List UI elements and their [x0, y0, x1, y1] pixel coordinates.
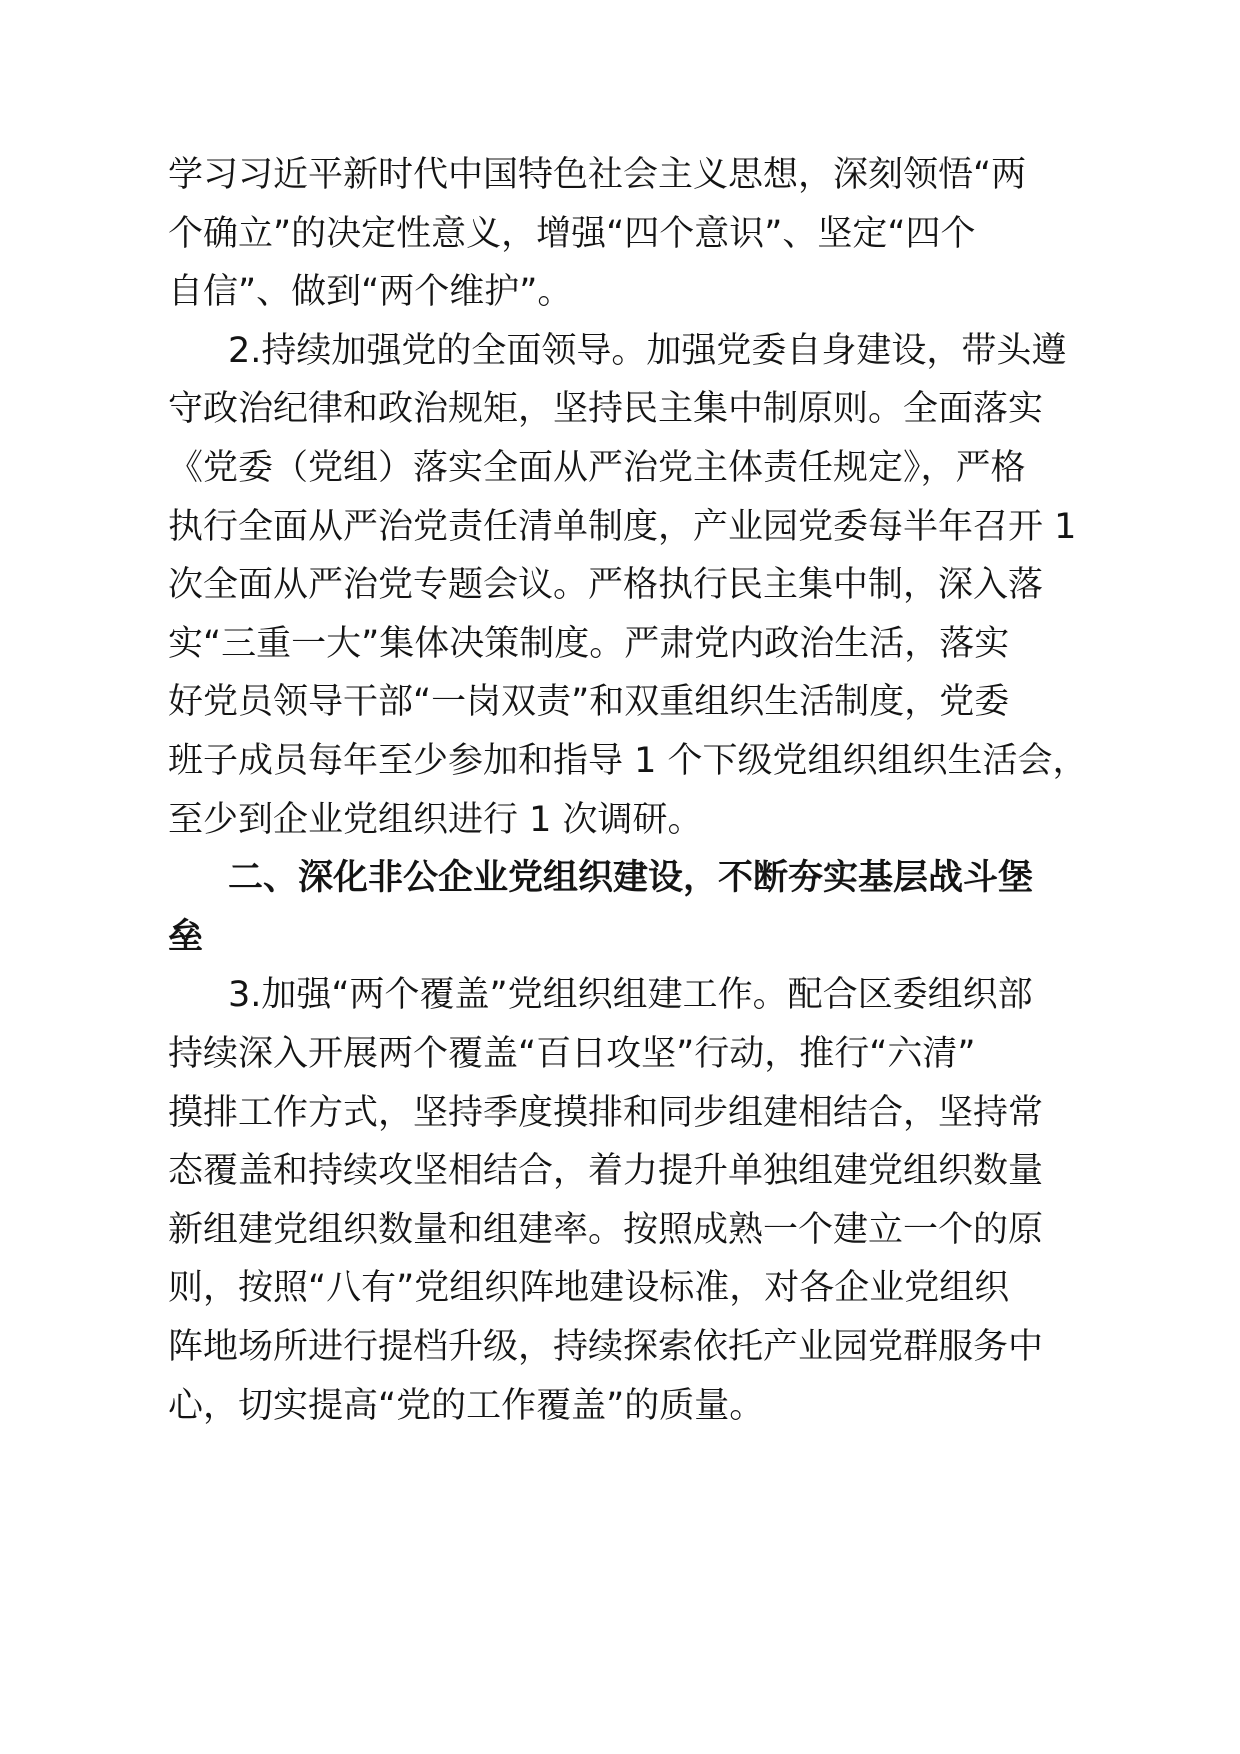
paragraph-line: 态覆盖和持续攻坚相结合，着力提升单独组建党组织数量 [168, 1151, 1044, 1192]
section-heading-line: 二、深化非公企业党组织建设，不断夯实基层战斗堡 [228, 858, 1034, 899]
paragraph-line: 3.加强“两个覆盖”党组织组建工作。配合区委组织部 [228, 975, 1033, 1016]
paragraph-line: 实“三重一大”集体决策制度。严肃党内政治生活，落实 [168, 623, 1010, 664]
paragraph-line: 摸排工作方式，坚持季度摸排和同步组建相结合，坚持常 [168, 1092, 1044, 1133]
paragraph-line: 心，切实提高“党的工作覆盖”的质量。 [168, 1385, 765, 1426]
paragraph-line: 持续深入开展两个覆盖“百日攻坚”行动，推行“六清” [168, 1034, 976, 1074]
paragraph-line: 个确立”的决定性意义，增强“四个意识”、坚定“四个 [168, 213, 976, 254]
paragraph-line: 班子成员每年至少参加和指导 1 个下级党组织组织生活会， [168, 741, 1088, 781]
paragraph-line: 好党员领导干部“一岗双责”和双重组织生活制度，党委 [168, 682, 1010, 723]
paragraph-line: 《党委（党组）落实全面从严治党主体责任规定》，严格 [168, 448, 1026, 488]
paragraph-line: 至少到企业党组织进行 1 次调研。 [168, 799, 703, 840]
paragraph-line: 次全面从严治党专题会议。严格执行民主集中制，深入落 [168, 565, 1044, 606]
paragraph-line: 执行全面从严治党责任清单制度，产业园党委每半年召开 1 [168, 506, 1077, 547]
paragraph-line: 2.持续加强党的全面领导。加强党委自身建设，带头遵 [228, 330, 1067, 371]
paragraph-line: 新组建党组织数量和组建率。按照成熟一个建立一个的原 [168, 1209, 1044, 1250]
paragraph-line: 学习习近平新时代中国特色社会主义思想，深刻领悟“两 [168, 155, 1027, 195]
section-heading-line: 垒 [168, 916, 204, 957]
paragraph-line: 阵地场所进行提档升级，持续探索依托产业园党群服务中 [168, 1327, 1044, 1367]
paragraph-line: 自信”、做到“两个维护”。 [168, 272, 573, 313]
paragraph-line: 则，按照“八有”党组织阵地建设标准，对各企业党组织 [168, 1268, 1010, 1309]
paragraph-line: 守政治纪律和政治规矩，坚持民主集中制原则。全面落实 [168, 389, 1044, 430]
